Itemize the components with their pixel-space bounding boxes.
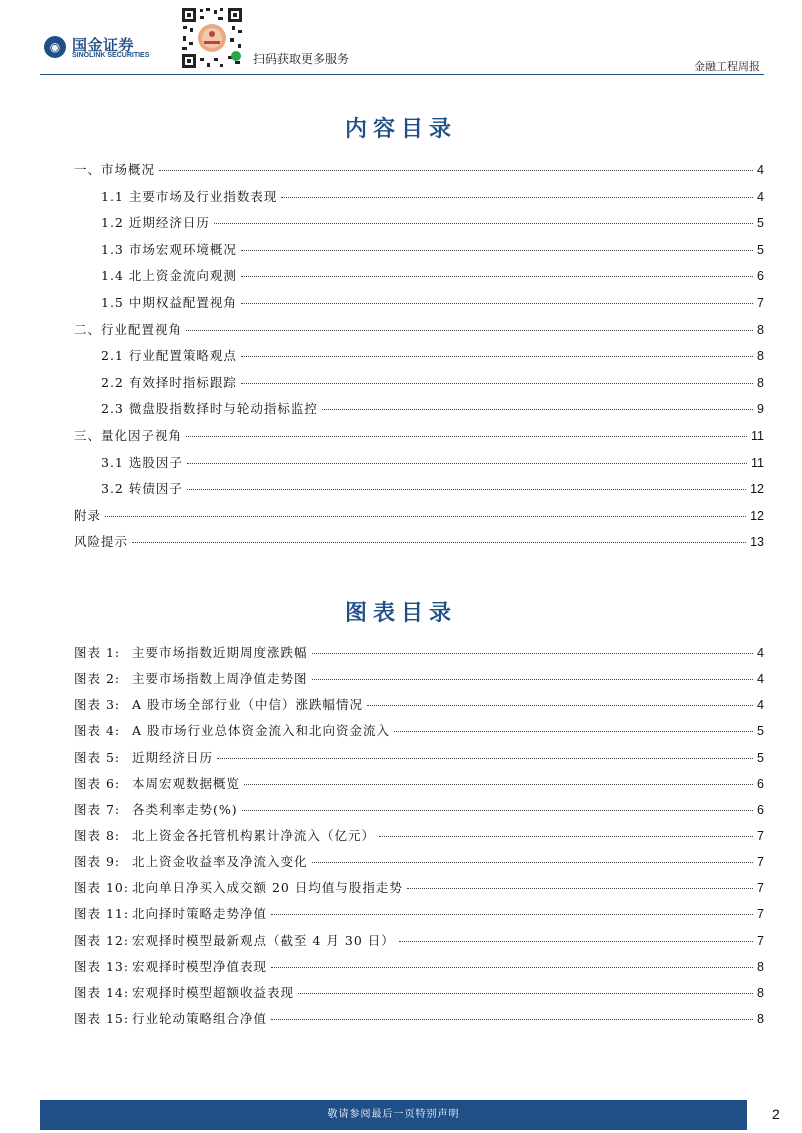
toc-entry-label: 2.1 行业配置策略观点 [101,348,237,364]
dot-leader [312,679,754,680]
toc-entry-page: 8 [757,322,764,337]
toc-entry[interactable] [74,320,764,347]
toc-list [74,160,764,559]
toc-entry-label: 1.5 中期权益配置视角 [101,294,237,310]
dot-leader [271,1019,753,1020]
toc-entry-label: 3.2 转债因子 [101,481,183,497]
figure-entry-page: 7 [757,881,764,896]
figure-entry[interactable] [74,931,764,957]
figures-title: 图表目录 [344,600,457,626]
toc-entry-label: 1.4 北上资金流向观测 [101,268,237,284]
toc-entry-label: 3.1 选股因子 [101,454,183,470]
figure-entry[interactable] [74,878,764,904]
dot-leader [241,250,753,251]
toc-entry-page: 9 [757,402,764,417]
figure-entry-label: 北向择时策略走势净值 [132,906,268,922]
figure-entry-page: 6 [757,802,764,817]
toc-entry[interactable] [74,160,764,187]
dot-leader [241,303,753,304]
toc-entry-label: 风险提示 [74,534,129,550]
figure-entry-number: 图表 5: [74,749,121,765]
figure-entry-label: 各类利率走势(%) [132,801,238,817]
dot-leader [105,516,746,517]
figure-entry-label: 行业轮动策略组合净值 [132,1010,268,1026]
toc-entry[interactable] [74,240,764,267]
figure-entry-number: 图表 14: [74,984,130,1000]
toc-entry-page: 8 [757,349,764,364]
header-divider [40,74,764,75]
dot-leader [187,463,747,464]
figure-entry[interactable] [74,826,764,852]
figure-entry[interactable] [74,774,764,800]
figure-entry-label: 北上资金收益率及净流入变化 [132,854,308,870]
figure-entry[interactable] [74,669,764,695]
toc-entry-label: 一、市场概况 [74,162,156,177]
dot-leader [312,653,754,654]
dot-leader [241,276,753,277]
figure-entry-number: 图表 6: [74,775,121,791]
toc-entry[interactable] [74,373,764,400]
figure-entry[interactable] [74,904,764,930]
dot-leader [298,993,753,994]
toc-entry-label: 1.3 市场宏观环境概况 [101,241,237,257]
toc-entry[interactable] [74,399,764,426]
company-logo [44,34,184,64]
figure-entry[interactable] [74,1009,764,1035]
figure-entry-label: 本周宏观数据概览 [132,775,241,791]
toc-entry[interactable] [74,479,764,506]
dot-leader [271,967,753,968]
dot-leader [322,409,753,410]
dot-leader [244,784,753,785]
page-header [0,0,802,80]
dot-leader [367,705,753,706]
figure-entry-page: 7 [757,828,764,843]
qr-code-icon[interactable] [180,6,244,70]
figure-entry-page: 8 [757,1011,764,1026]
toc-entry[interactable] [74,346,764,373]
figure-entry-number: 图表 13: [74,958,130,974]
dot-leader [399,941,753,942]
dot-leader [214,223,753,224]
figure-entry-label: 近期经济日历 [132,749,214,765]
dot-leader [242,810,753,811]
figure-entry[interactable] [74,957,764,983]
toc-entry[interactable] [74,187,764,214]
toc-entry-page: 4 [757,163,764,177]
figure-entry-number: 图表 9: [74,854,121,870]
dot-leader [407,888,753,889]
toc-entry-page: 5 [757,242,764,257]
toc-entry-page: 5 [757,216,764,231]
page-number: 2 [772,1106,780,1122]
figure-entry-page: 4 [757,672,764,687]
toc-entry-page: 7 [757,295,764,310]
logo-name-en: SINOLINK SECURITIES [72,52,150,59]
figure-entry-label: 宏观择时模型超额收益表现 [132,984,295,1000]
figure-entry[interactable] [74,800,764,826]
toc-entry[interactable] [74,506,764,533]
figure-entry-page: 4 [757,698,764,713]
figure-entry-page: 7 [757,933,764,948]
figure-entry-page: 5 [757,750,764,765]
toc-entry-label: 附录 [74,507,102,523]
dot-leader [217,758,753,759]
figure-entry-number: 图表 2: [74,671,121,687]
figure-entry[interactable] [74,748,764,774]
figure-entry-label: A 股市场行业总体资金流入和北向资金流入 [132,723,391,739]
toc-entry[interactable] [74,266,764,293]
figure-entry-label: 主要市场指数上周净值走势图 [132,671,308,687]
toc-title: 内容目录 [344,116,457,142]
dot-leader [394,731,753,732]
dot-leader [379,836,753,837]
toc-entry[interactable] [74,213,764,240]
dot-leader [281,197,753,198]
dot-leader [186,330,753,331]
toc-entry-page: 12 [750,508,764,523]
toc-entry-page: 4 [757,189,764,204]
toc-entry-label: 三、量化因子视角 [74,427,183,443]
figure-entry[interactable] [74,721,764,747]
figure-entry-page: 4 [757,646,764,660]
figure-entry-page: 8 [757,985,764,1000]
toc-entry-page: 11 [751,428,764,443]
figure-entry-page: 7 [757,855,764,870]
toc-entry[interactable] [74,426,764,453]
figure-entry[interactable] [74,643,764,669]
figure-entry-page: 8 [757,959,764,974]
dot-leader [186,436,747,437]
figure-entry-page: 6 [757,776,764,791]
qr-caption: 扫码获取更多服务 [253,52,350,66]
toc-entry-page: 11 [751,455,764,470]
figure-entry-label: 宏观择时模型净值表现 [132,958,268,974]
dot-leader [241,356,753,357]
footer-disclaimer: 敬请参阅最后一页特别声明 [40,1100,747,1130]
report-type: 金融工程周报 [694,60,760,73]
figure-entry-number: 图表 3: [74,697,121,713]
figure-entry[interactable] [74,852,764,878]
figure-entry[interactable] [74,983,764,1009]
figure-entry-label: 主要市场指数近期周度涨跌幅 [132,645,308,660]
figure-entry-number: 图表 7: [74,801,121,817]
figure-entry-label: 北上资金各托管机构累计净流入（亿元） [132,827,376,843]
figure-entry-label: A 股市场全部行业（中信）涨跌幅情况 [132,697,364,713]
figure-entry-page: 5 [757,724,764,739]
figures-list [74,643,764,1035]
figure-entry-number: 图表 15: [74,1010,130,1026]
dot-leader [187,489,746,490]
toc-entry-label: 2.2 有效择时指标跟踪 [101,374,237,390]
figure-entry-number: 图表 4: [74,723,121,739]
dot-leader [271,914,753,915]
figure-entry[interactable] [74,695,764,721]
figure-entry-number: 图表 8: [74,827,121,843]
figure-entry-number: 图表 10: [74,880,130,896]
logo-name-cn: 国金证券 [72,36,135,54]
toc-entry-page: 8 [757,375,764,390]
dot-leader [159,170,753,171]
toc-entry-label: 二、行业配置视角 [74,321,183,337]
toc-entry[interactable] [74,293,764,320]
toc-entry-page: 12 [750,482,764,497]
figure-entry-label: 宏观择时模型最新观点（截至 4 月 30 日） [132,932,395,948]
dot-leader [312,862,754,863]
figure-entry-label: 北向单日净买入成交额 20 日均值与股指走势 [132,880,403,896]
figure-entry-number: 图表 1: [74,645,121,660]
toc-entry-label: 1.1 主要市场及行业指数表现 [101,188,278,204]
figure-entry-number: 图表 11: [74,906,130,922]
logo-emblem-icon: ◉ [44,36,66,58]
figure-entry-page: 7 [757,907,764,922]
toc-entry-label: 1.2 近期经济日历 [101,215,210,231]
toc-entry[interactable] [74,532,764,559]
figure-entry-number: 图表 12: [74,932,130,948]
dot-leader [241,383,753,384]
toc-entry-label: 2.3 微盘股指数择时与轮动指标监控 [101,401,318,417]
toc-entry-page: 13 [750,535,764,550]
dot-leader [132,542,746,543]
toc-entry-page: 6 [757,269,764,284]
toc-entry[interactable] [74,453,764,480]
